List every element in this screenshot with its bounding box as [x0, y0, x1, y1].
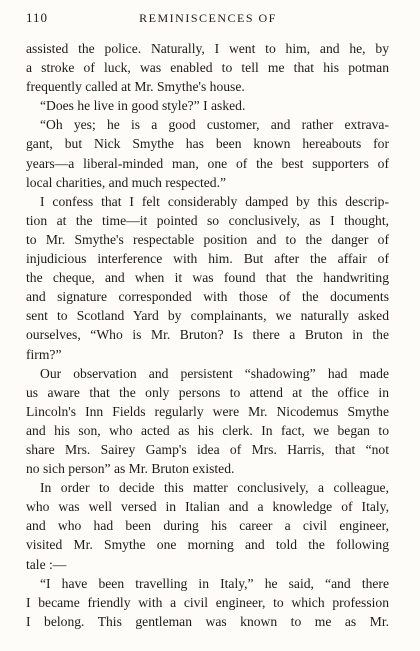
text-line: who was well versed in Italian and a knowledge of Italy,	[26, 499, 389, 515]
text-line: Lincoln's Inn Fields regularly were Mr. Nicodemus Smythe	[26, 403, 389, 419]
page-header	[26, 10, 390, 34]
body-text	[26, 39, 389, 631]
running-head: REMINISCENCES OF	[139, 11, 277, 25]
text-line: the cheque, and when it was found that the handwriting	[26, 270, 389, 286]
text-line: and signature corresponded with those of the documents	[26, 289, 389, 305]
text-line: injudicious interference with him. But after the affair of	[26, 251, 389, 267]
text-line: frequently called at Mr. Smythe's house.	[26, 79, 245, 95]
text-line: tale :—	[26, 556, 67, 572]
page-number: 110	[26, 10, 49, 25]
text-line: assisted the police. Naturally, I went to him, and he, by	[26, 41, 389, 56]
text-line: In order to decide this matter conclusively, a colleague,	[40, 480, 389, 496]
text-line: I confess that I felt considerably damped by this descrip-	[40, 193, 389, 209]
text-line: a stroke of luck, was enabled to tell me that his potman	[26, 60, 389, 76]
text-line: us aware that the only persons to attend at the office in	[26, 384, 389, 400]
text-line: firm?”	[26, 346, 62, 362]
text-line: share Mrs. Sairey Gamp's idea of Mrs. Harris, that “not	[26, 441, 389, 457]
text-line: “I have been travelling in Italy,” he said, “and there	[40, 575, 389, 591]
text-line: and his son, who acted as his clerk. In fact, we began to	[26, 422, 389, 438]
text-line: no sich person” as Mr. Bruton existed.	[26, 461, 235, 477]
text-line: “Oh yes; he is a good customer, and rather extrava-	[40, 117, 389, 133]
text-line: tion at the time—it pointed so conclusively, as I thought,	[26, 212, 389, 228]
text-line: to Mr. Smythe's respectable position and to the danger of	[26, 231, 389, 247]
text-line: ourselves, “Who is Mr. Bruton? Is there a Bruton in the	[26, 327, 389, 343]
text-line: I became friendly with a civil engineer, to which profession	[26, 594, 389, 610]
text-line: sent to Scotland Yard by complainants, we naturally asked	[26, 308, 389, 324]
text-line: visited Mr. Smythe one morning and told the following	[26, 537, 389, 553]
text-line: I belong. This gentleman was known to me as Mr.	[26, 613, 389, 629]
text-line: Our observation and persistent “shadowing” had made	[40, 365, 389, 381]
text-line: “Does he live in good style?” I asked.	[40, 98, 246, 114]
text-line: years—a liberal-minded man, one of the best supporters of	[26, 155, 389, 171]
text-line: local charities, and much respected.”	[26, 174, 227, 190]
text-line: and who had been during his career a civil engineer,	[26, 518, 389, 534]
text-line: gant, but Nick Smythe has been known hereabouts for	[26, 136, 389, 152]
